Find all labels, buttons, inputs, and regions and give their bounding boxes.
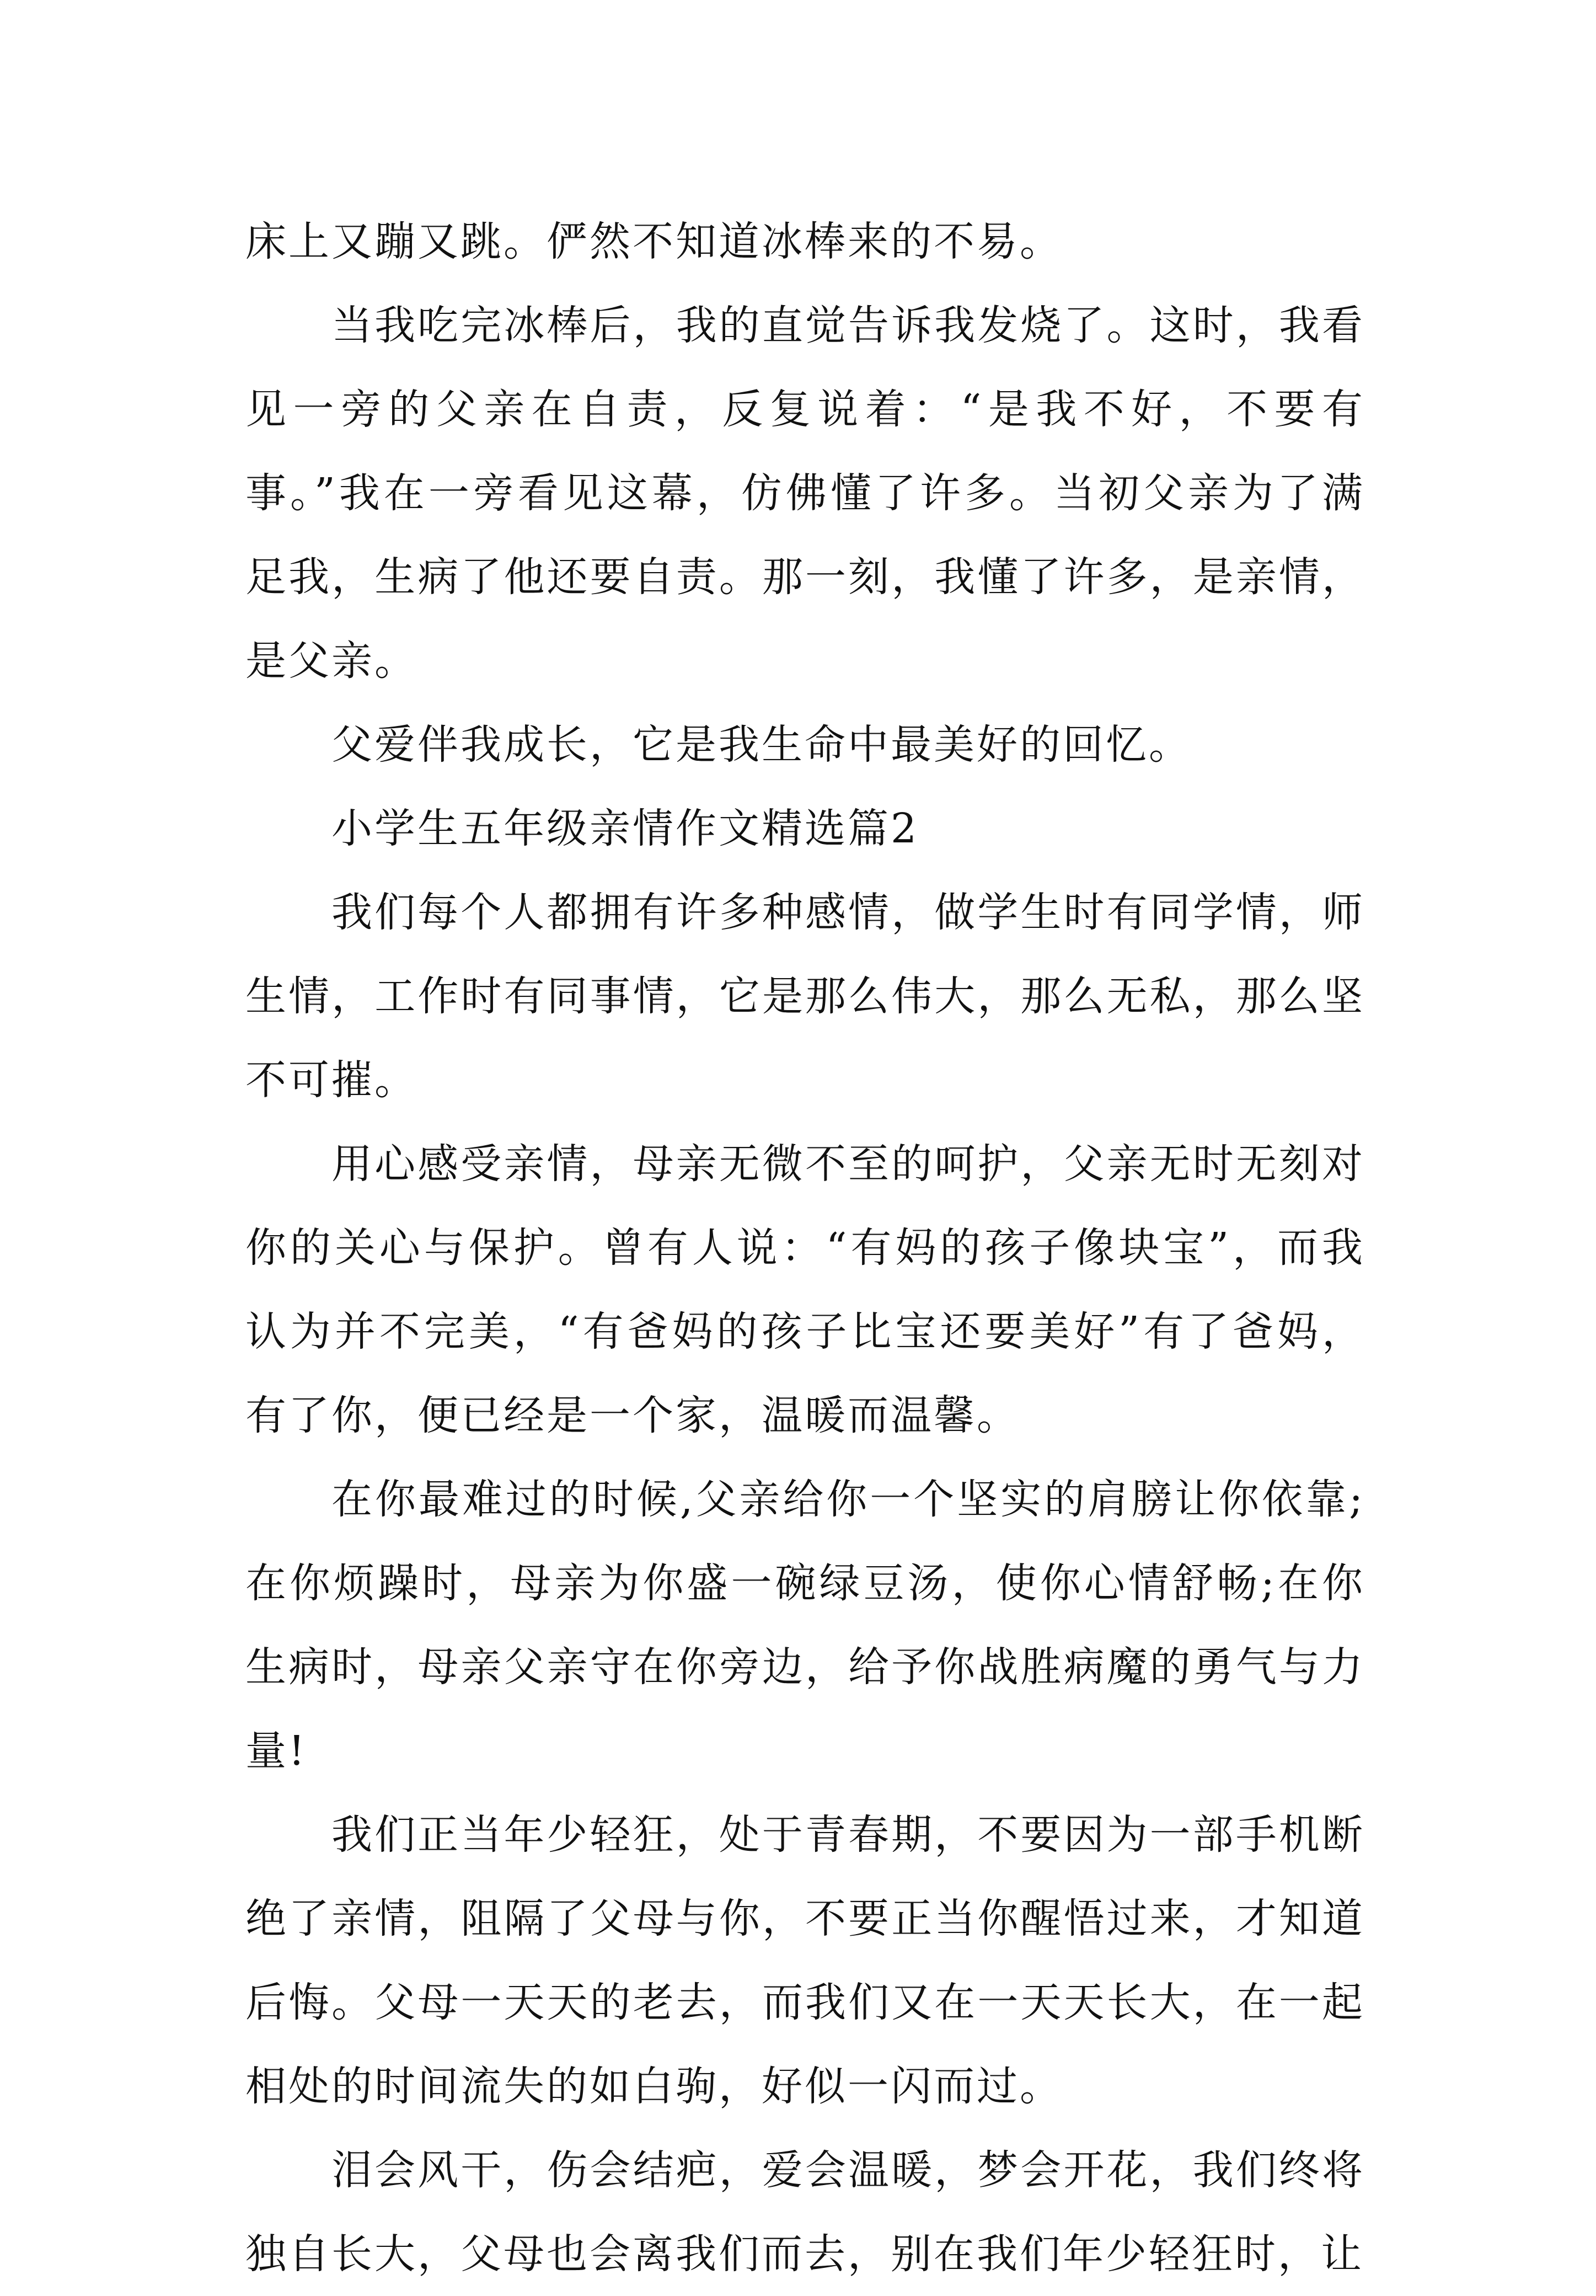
essay-heading: 小学生五年级亲情作文精选篇2: [331, 805, 919, 852]
paragraph-support: 在你最难过的时候,父亲给你一个坚实的肩膀让你依靠;在你烦躁时，母亲为你盛一碗绿豆汤，使你心情舒畅;在你生病时，母亲父亲守在你旁边，给予你战胜病魔的勇气与力量!: [245, 1476, 1365, 1775]
paragraph-fever: 当我吃完冰棒后，我的直觉告诉我发烧了。这时，我看见一旁的父亲在自责，反复说着：“是我不好，不要有事。”我在一旁看见这幕，仿佛懂了许多。当初父亲为了满足我，生病了他还要自责。那一刻，我懂了许多，是亲情，是父亲。: [245, 302, 1365, 685]
paragraph-growing-up: 泪会风干，伤会结疤，爱会温暖，梦会开花，我们终将独自长大，父母也会离我们而去，别在我们年少轻狂时，让: [245, 2147, 1365, 2278]
paragraph-youth: 我们正当年少轻狂，处于青春期，不要因为一部手机断绝了亲情，阻隔了父母与你，不要正当你醒悟过来，才知道后悔。父母一天天的老去，而我们又在一天天长大，在一起相处的时间流失的如白驹，好似一闪而过。: [245, 1811, 1365, 2110]
paragraph-conclusion: 父爱伴我成长，它是我生命中最美好的回忆。: [331, 721, 1192, 768]
paragraph-feelings: 我们每个人都拥有许多种感情，做学生时有同学情，师生情，工作时有同事情，它是那么伟大，那么无私，那么坚不可摧。: [245, 889, 1365, 1104]
paragraph-family: 用心感受亲情，母亲无微不至的呵护，父亲无时无刻对你的关心与保护。曾有人说：“有妈的孩子像块宝”，而我认为并不完美，“有爸妈的孩子比宝还要美好”有了爸妈，有了你，便已经是一个家，温暖而温馨。: [245, 1140, 1365, 1439]
document-body: [245, 200, 1365, 2296]
paragraph-continuation: 床上又蹦又跳。俨然不知道冰棒来的不易。: [245, 218, 1063, 265]
